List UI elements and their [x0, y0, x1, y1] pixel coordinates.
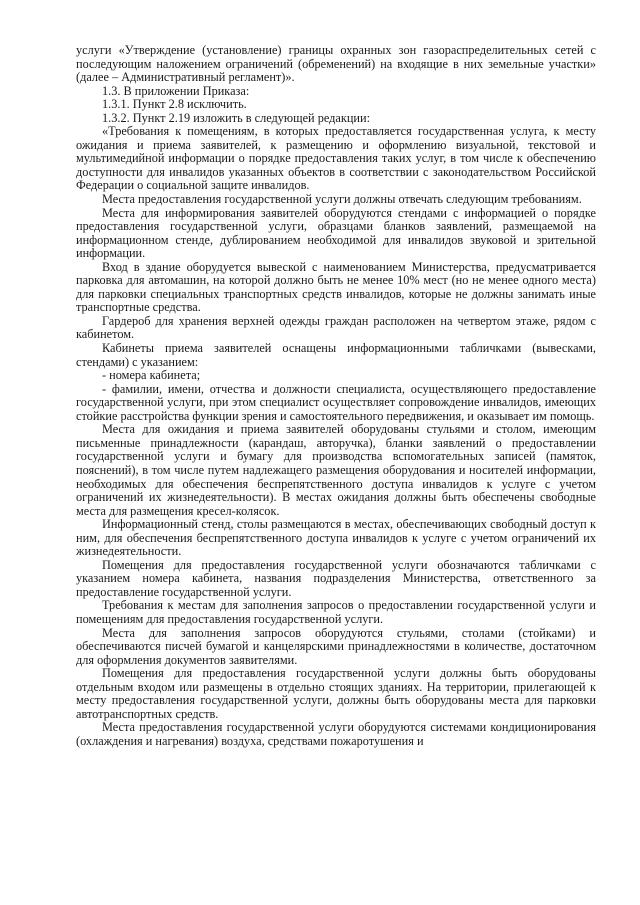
paragraph: Кабинеты приема заявителей оснащены информационными табличками (вывесками, стендами) с указанием:: [76, 341, 596, 369]
list-item: - фамилии, имени, отчества и должности специалиста, осуществляющего предоставление государственной услуги, при этом специалист осуществляет сопровождение инвалидов, имеющих стойкие расстройства функции зрения и самостоятельного передвижения, и оказывает им помощь.: [76, 381, 596, 423]
paragraph: Помещения для предоставления государственной услуги обозначаются табличками с указанием номера кабинета, названия подразделения Министерства, ответственного за предоставление государственной услуги.: [76, 557, 596, 599]
paragraph: 1.3.2. Пункт 2.19 изложить в следующей редакции:: [102, 110, 370, 125]
paragraph: Информационный стенд, столы размещаются в местах, обеспечивающих свободный доступ к ним, для обеспечения беспрепятственного доступа инвалидов к услуге с учетом ограничений их жизнедеятельности.: [76, 517, 596, 559]
paragraph: Помещения для предоставления государственной услуги должны быть оборудованы отдельным входом или размещены в отдельно стоящих зданиях. На территории, прилегающей к месту предоставления государственной услуги, должны быть оборудованы места для парковки автотранспортных средств.: [76, 666, 596, 721]
paragraph: Требования к местам для заполнения запросов о предоставлении государственной услуги и помещениям для предоставления государственной услуги.: [76, 598, 596, 626]
paragraph: Вход в здание оборудуется вывеской с наименованием Министерства, предусматривается парковка для автомашин, на которой должно быть не менее 10% мест (но не менее одного места) для парковки специальных транспортных средств инвалидов, которые не должны занимать иные транспортные средства.: [76, 259, 596, 315]
paragraph: 1.3.1. Пункт 2.8 исключить.: [102, 97, 247, 112]
paragraph: Гардероб для хранения верхней одежды граждан расположен на четвертом этаже, рядом с кабинетом.: [76, 313, 596, 342]
paragraph: 1.3. В приложении Приказа:: [102, 83, 250, 98]
paragraph: Места для заполнения запросов оборудуются стульями, столами (стойками) и обеспечиваются писчей бумагой и канцелярскими принадлежностями в количестве, достаточном для оформления документов заявителями.: [76, 625, 596, 667]
document-body: [76, 44, 596, 748]
list-item: - номера кабинета;: [102, 368, 201, 383]
paragraph: Места для информирования заявителей оборудуются стендами с информацией о порядке предоставления государственной услуги, образцами бланков заявлений, размещаемой на информационном стенде, дублированием необходимой для инвалидов звуковой и зрительной информации.: [76, 205, 596, 261]
paragraph: «Требования к помещениям, в которых предоставляется государственная услуга, к месту ожидания и приема заявителей, к размещению и оформлению визуальной, текстовой и мультимедийной информации о порядке предоставления таких услуг, в том числе к обеспечению доступности для инвалидов указанных объектов в соответствии с законодательством Российской Федерации о социальной защите инвалидов.: [76, 124, 596, 193]
paragraph: Места предоставления государственной услуги оборудуются системами кондиционирования (охлаждения и нагревания) воздуха, средствами пожаротушения и: [76, 720, 596, 748]
paragraph: Места предоставления государственной услуги должны отвечать следующим требованиям.: [102, 192, 582, 207]
paragraph: услуги «Утверждение (установление) границы охранных зон газораспределительных сетей с последующим наложением ограничений (обременений) на входящие в них земельные участки» (далее – Административный регламент)».: [76, 43, 596, 85]
paragraph: Места для ожидания и приема заявителей оборудованы стульями и столом, имеющим письменные принадлежности (карандаш, авторучка), бланки заявлений о предоставлении государственной услуги и бумагу для производства вспомогательных записей (памяток, пояснений), в том числе путем надлежащего размещения оборудования и носителей информации, необходимых для обеспечения беспрепятственного доступа инвалидов к услуге с учетом ограничений их жизнедеятельности). В местах ожидания должны быть обеспечены свободные места для размещения кресел-колясок.: [76, 422, 596, 518]
